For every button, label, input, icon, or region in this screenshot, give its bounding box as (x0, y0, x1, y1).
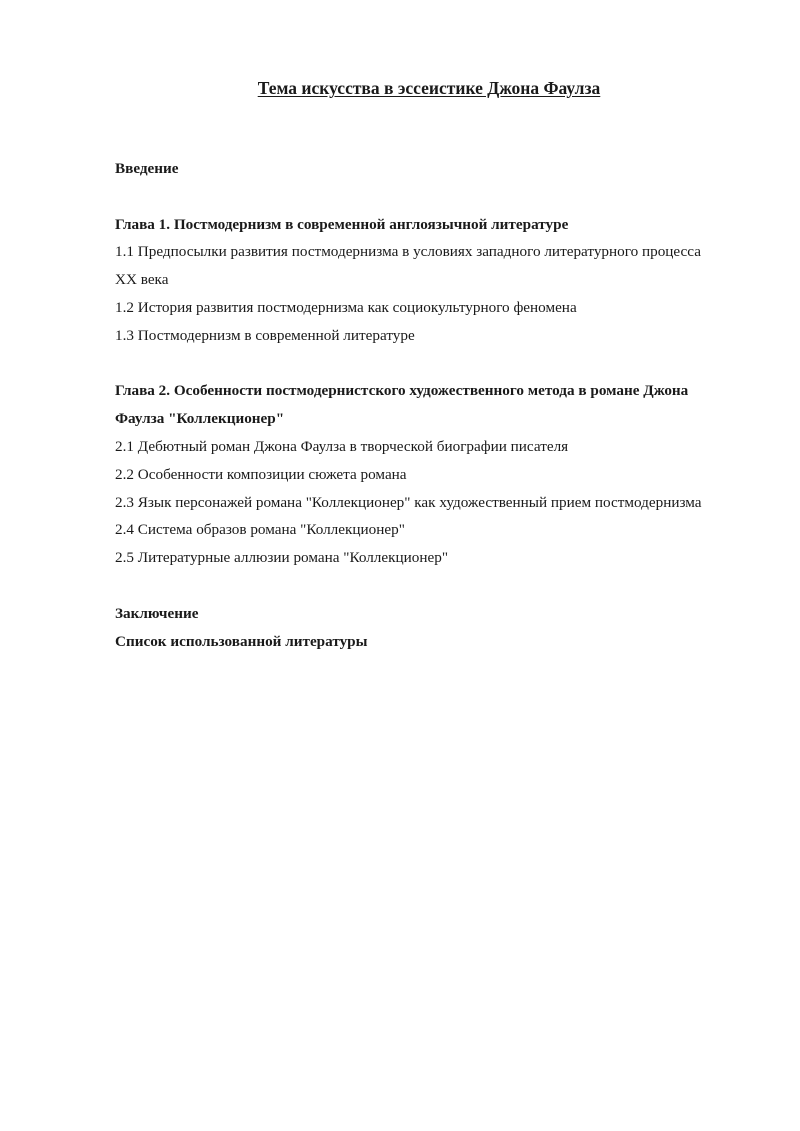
document-title: Тема искусства в эссеистике Джона Фаулза (257, 78, 601, 98)
spacer (115, 572, 755, 600)
spacer (115, 350, 755, 378)
table-of-contents (115, 155, 755, 655)
toc-item-2-5: 2.5 Литературные аллюзии романа "Коллекционер" (115, 549, 449, 567)
toc-item-2-3: 2.3 Язык персонажей романа "Коллекционер" как художественный прием постмодернизма (115, 493, 702, 511)
toc-chapter-2-heading-line-1: Глава 2. Особенности постмодернистского художественного метода в романе Джона (115, 382, 689, 400)
toc-conclusion: Заключение (115, 604, 199, 622)
toc-chapter-2-heading-line-2: Фаулза "Коллекционер" (115, 410, 285, 428)
toc-item-2-1: 2.1 Дебютный роман Джона Фаулза в творческой биографии писателя (115, 437, 569, 455)
toc-chapter-1-heading: Глава 1. Постмодернизм в современной англоязычной литературе (115, 215, 569, 233)
toc-item-2-2: 2.2 Особенности композиции сюжета романа (115, 465, 407, 483)
toc-item-2-4: 2.4 Система образов романа "Коллекционер" (115, 521, 405, 539)
toc-item-1-1-line-2: XX века (115, 271, 169, 289)
toc-item-1-1-line-1: 1.1 Предпосылки развития постмодернизма в условиях западного литературного процесса (115, 243, 701, 261)
toc-item-1-2: 1.2 История развития постмодернизма как социокультурного феномена (115, 298, 577, 316)
toc-introduction: Введение (115, 160, 179, 177)
toc-bibliography: Список использованной литературы (115, 632, 368, 650)
toc-item-1-3: 1.3 Постмодернизм в современной литературе (115, 326, 415, 344)
spacer (115, 183, 755, 211)
